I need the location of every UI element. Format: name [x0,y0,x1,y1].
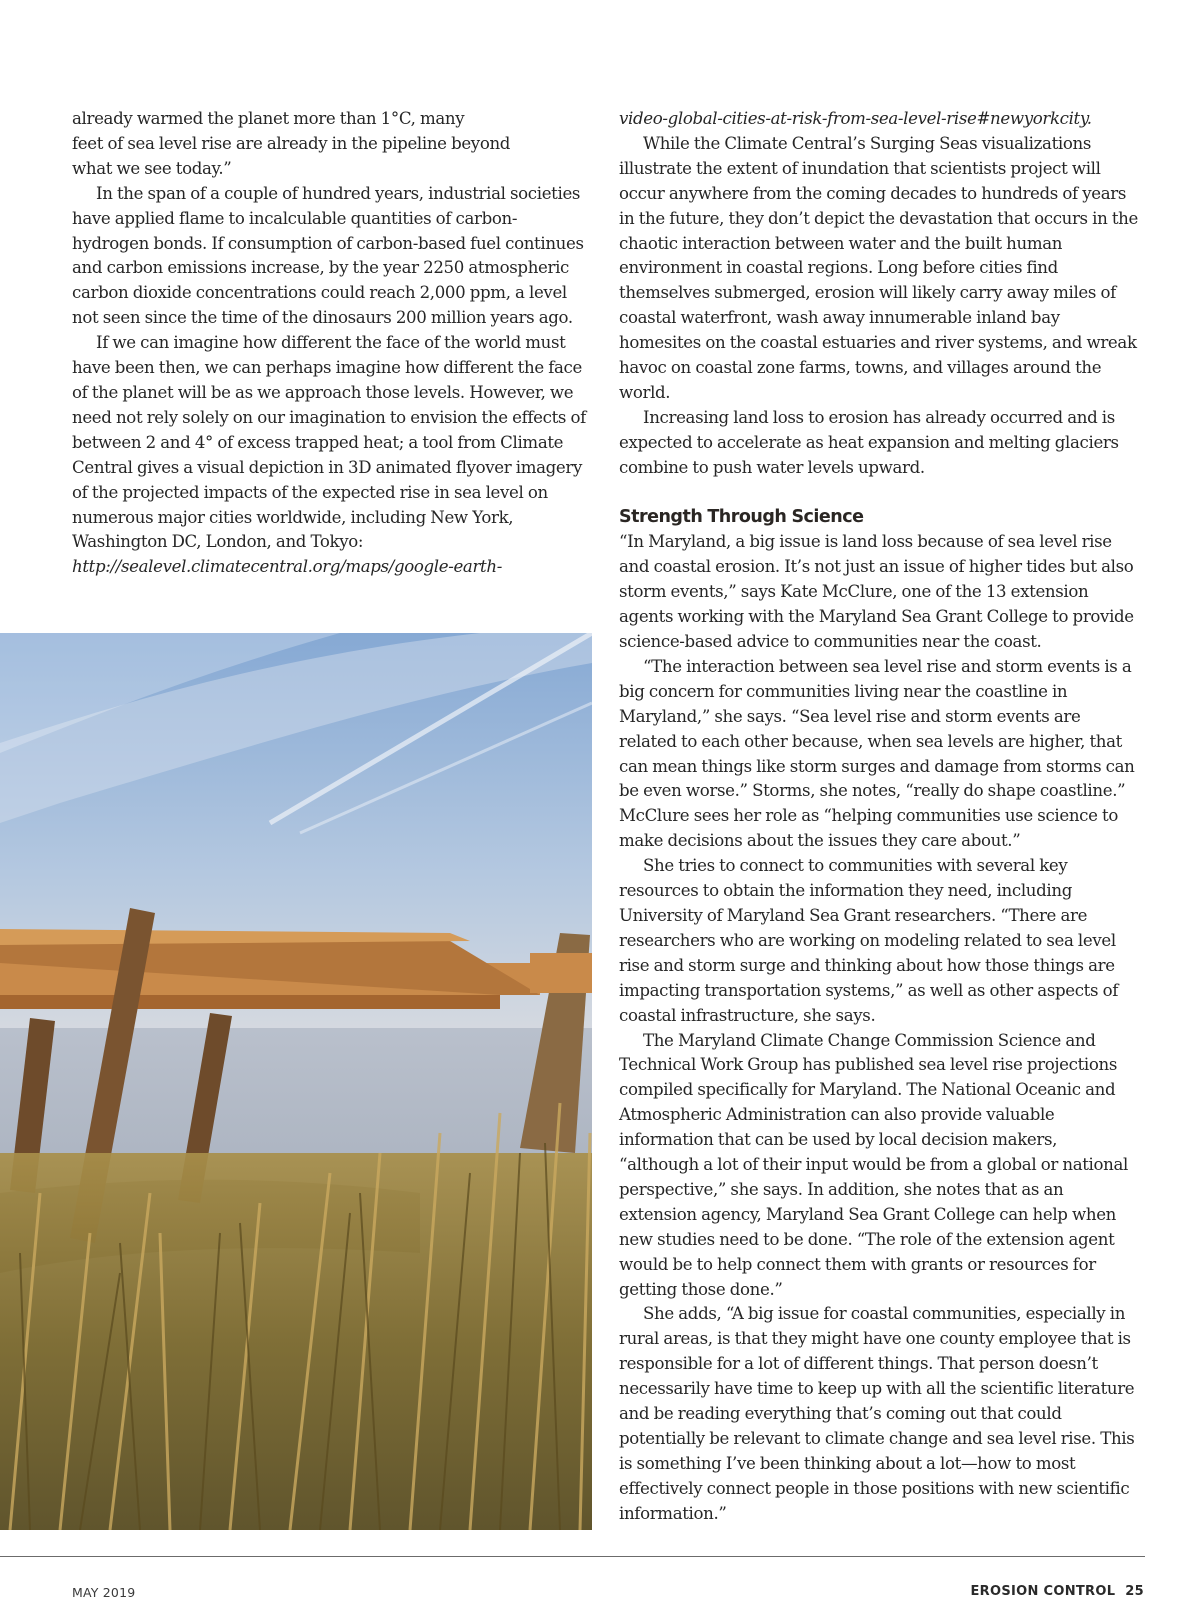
text-line: feet of sea level rise are already in the pipeline beyond [72,133,511,153]
paragraph: “In Maryland, a big issue is land loss because of sea level rise and coastal erosion. It’s not just an issue of higher tides but also storm events,” says Kate McClure, one of the 13 extension agents working with the Maryland Sea Grant College to provide science-based advice to communities near the coast. [619,532,1134,652]
climate-central-url-continued[interactable]: video-global-cities-at-risk-from-sea-level-rise#newyorkcity. [619,109,1092,128]
url-continued [619,107,1139,132]
footer-publication [971,1584,1145,1599]
climate-central-url[interactable]: http://sealevel.climatecentral.org/maps/google-earth- [72,557,502,577]
footer-date: MAY 2019 [72,1585,136,1600]
paragraph: The Maryland Climate Change Commission Science and Technical Work Group has published sea level rise projections compiled specifically for Maryland. The National Oceanic and Atmospheric Administration can also provide valuable information that can be used by local decision makers, “although a lot of their input would be from a global or national perspective,” she says. In addition, she notes that as an extension agency, Maryland Sea Grant College can help when new studies need to be done. “The role of the extension agent would be to help connect them with grants or resources for getting those done.” [619,1030,1128,1299]
paragraph-continued [72,107,592,182]
paragraph-text: If we can imagine how different the face of the world must have been then, we can perhaps imagine how different the face of the planet will be as we approach those levels. However, we need not rely solely on our imagination to envision the effects of between 2 and 4° of excess trapped heat; a tool from Climate Central gives a visual depiction in 3D animated flyover imagery of the projected impacts of the expected rise in sea level on numerous major cities worldwide, including New York, Washington DC, London, and Tokyo: [72,333,586,552]
paragraph: She adds, “A big issue for coastal communities, especially in rural areas, is that they might have one county employee that is responsible for a lot of different things. That person doesn’t necessarily have time to keep up with all the scientific literature and be reading everything that’s coming out that could potentially be relevant to climate change and sea level rise. This is something I’ve been thinking about a lot—how to most effectively connect people in those positions with new scientific information.” [619,1304,1135,1523]
left-column [72,107,592,580]
paragraph: “The interaction between sea level rise and storm events is a big concern for communities living near the coastline in Maryland,” she says. “Sea level rise and storm events are related to each other because, when sea levels are higher, that can mean things like storm surges and damage from storms can be even worse.” Storms, she notes, “really do shape coastline.” McClure sees her role as “helping communities use science to make decisions about the issues they care about.” [619,656,1135,851]
paragraph: Increasing land loss to erosion has already occurred and is expected to accelerate as heat expansion and melting glaciers combine to push water levels upward. [619,407,1119,477]
paragraph: While the Climate Central’s Surging Seas visualizations illustrate the extent of inundation that scientists project will occur anywhere from the coming decades to hundreds of years in the future, they don’t depict the devastation that occurs in the chaotic interaction between water and the built human environment in coastal regions. Long before cities find themselves submerged, erosion will likely carry away miles of coastal waterfront, wash away innumerable inland bay homesites on the coastal estuaries and river systems, and wreak havoc on coastal zone farms, towns, and villages around the world. [619,133,1138,402]
text-line: what we see today.” [72,158,232,178]
section-heading: Strength Through Science [619,507,864,528]
text-line: already warmed the planet more than 1°C, many [72,109,465,128]
footer-rule [0,1556,1145,1557]
publication-name: EROSION CONTROL [970,1584,1116,1599]
page-number: 25 [1125,1584,1144,1599]
coastal-dock-photo [0,633,592,1530]
paragraph: She tries to connect to communities with several key resources to obtain the information they need, including University of Maryland Sea Grant researchers. “There are researchers who are working on modeling related to sea level rise and storm surge and thinking about how those things are impacting transportation systems,” as well as other aspects of coastal infrastructure, she says. [619,856,1119,1025]
photo-illustration [0,633,592,1530]
paragraph: In the span of a couple of hundred years, industrial societies have applied flame to incalculable quantities of carbon-hydrogen bonds. If consumption of carbon-based fuel continues and carbon emissions increase, by the year 2250 atmospheric carbon dioxide concentrations could reach 2,000 ppm, a level not seen since the time of the dinosaurs 200 million years ago. [72,183,584,328]
paragraph-with-link [72,331,592,580]
right-column [619,107,1139,1527]
